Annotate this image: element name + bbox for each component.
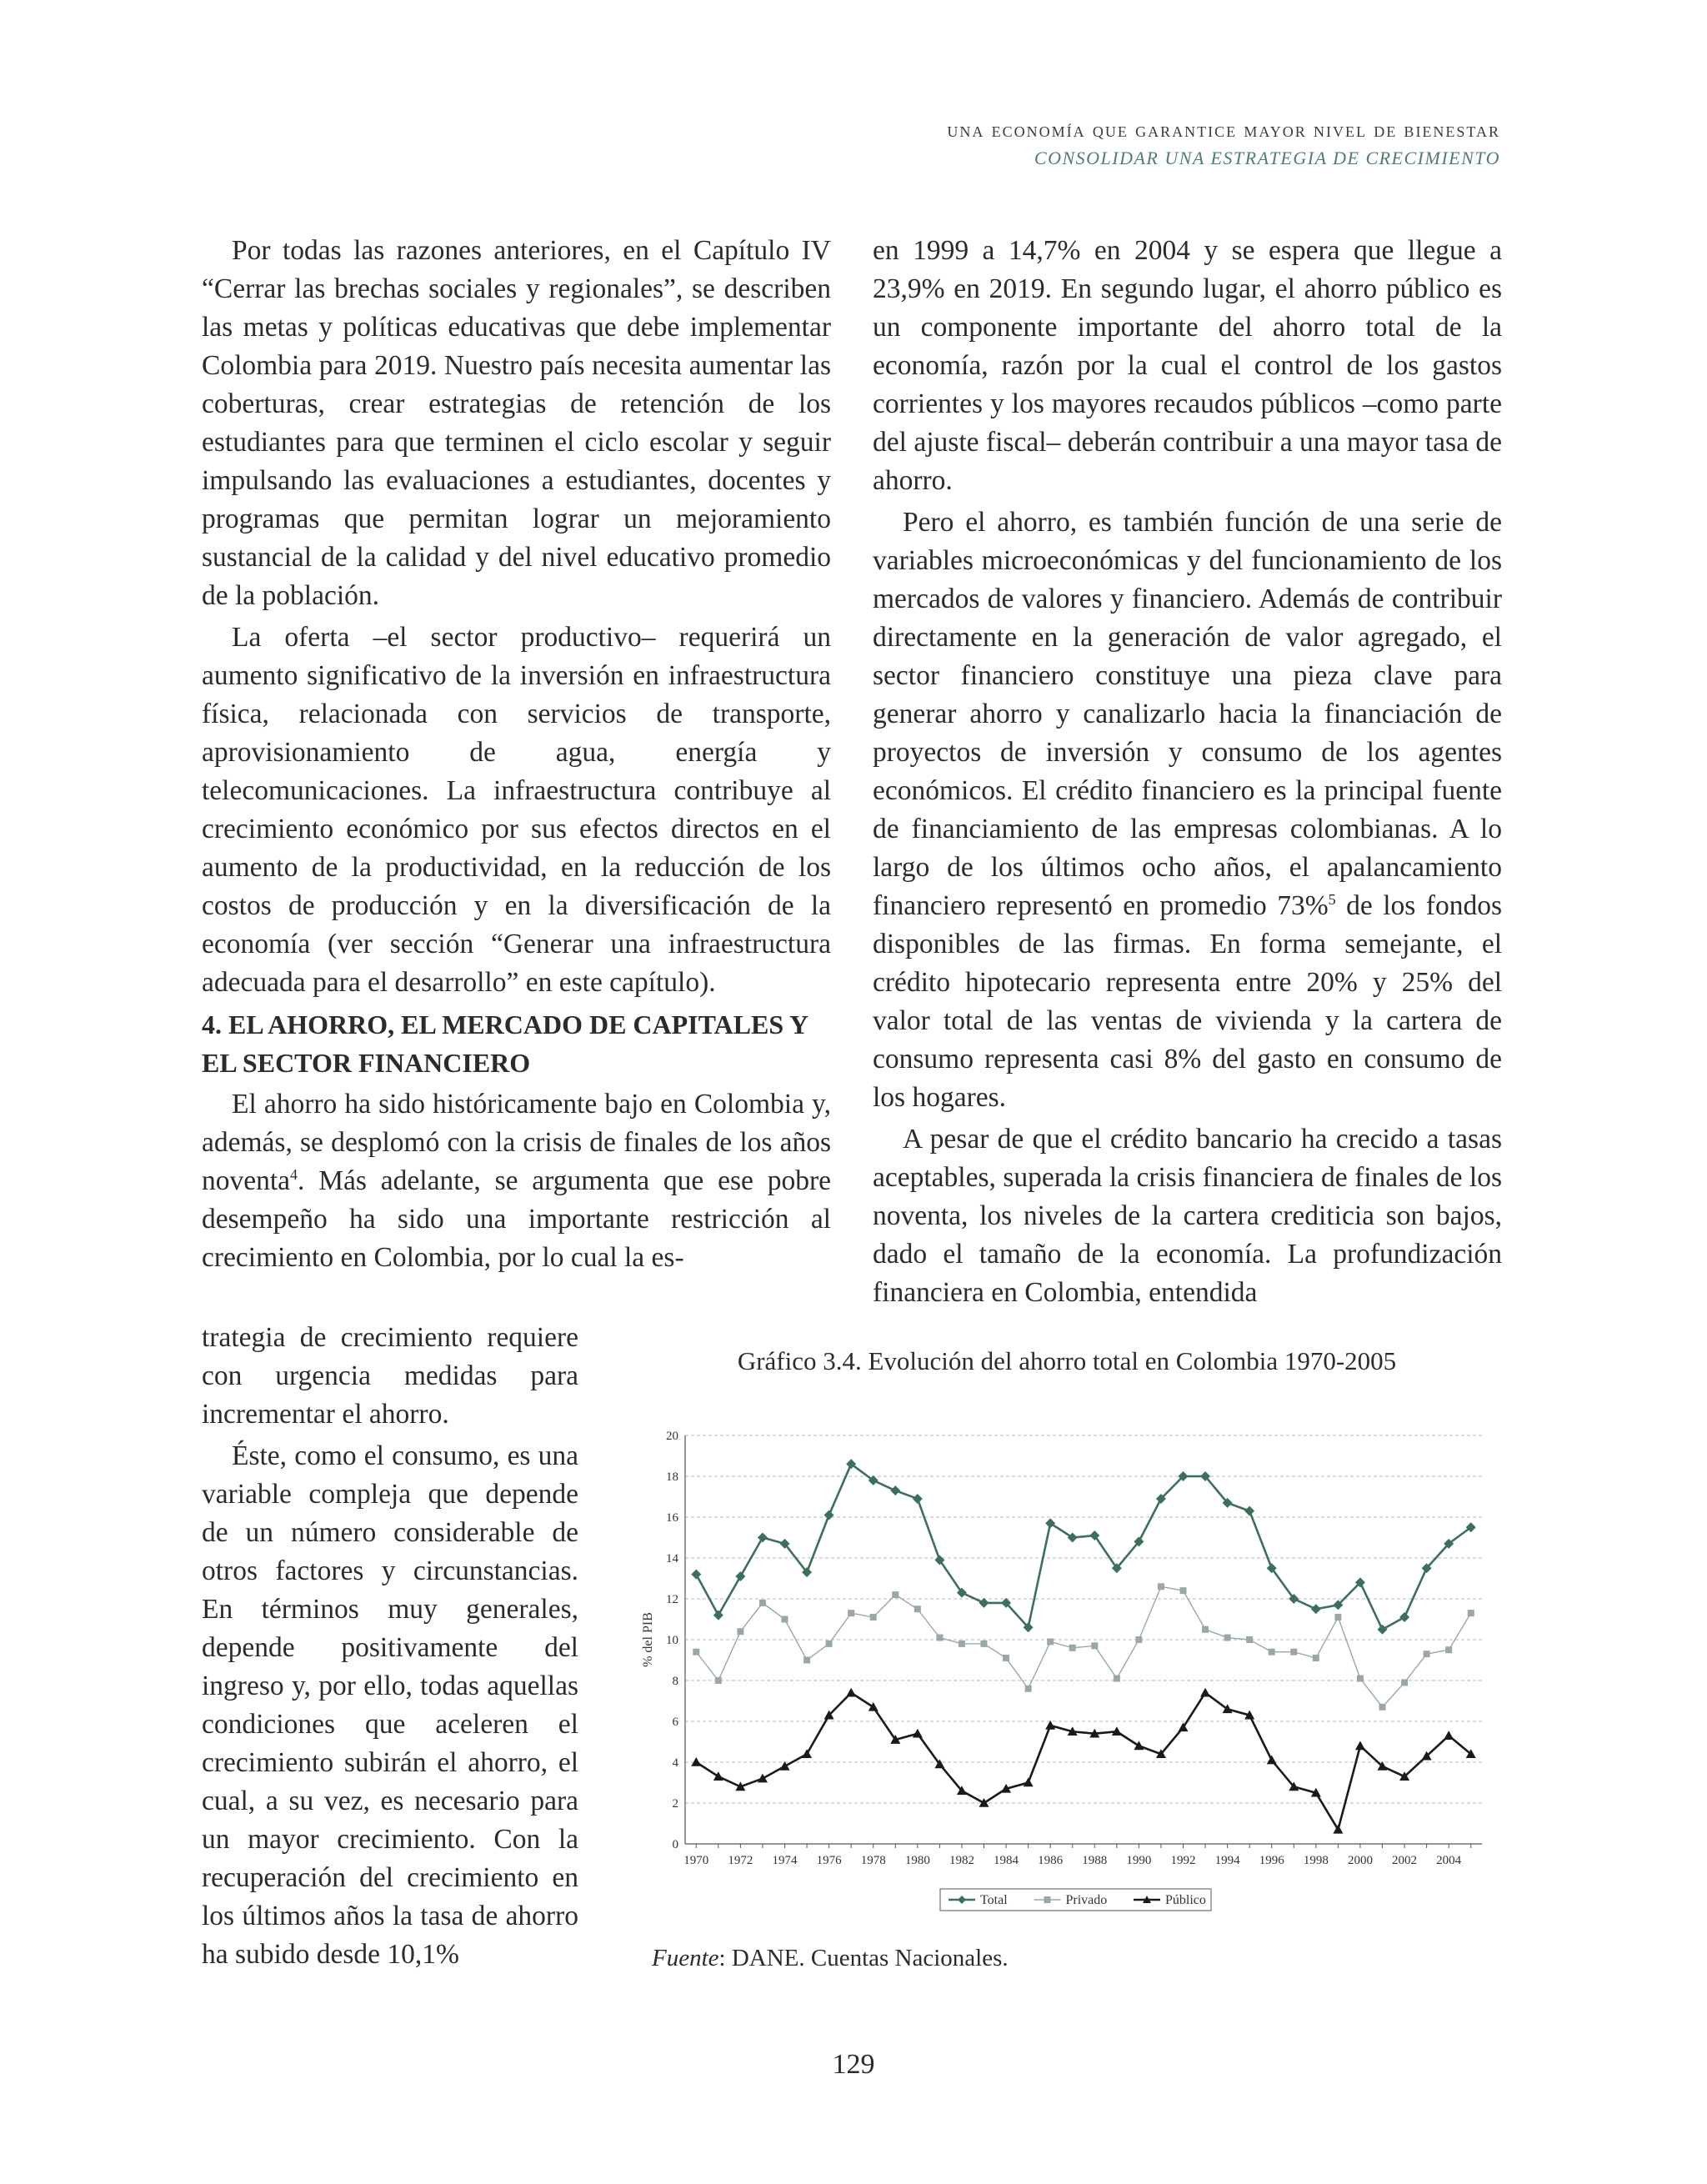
y-tick-label: 8 [672, 1675, 678, 1688]
series-line-privado [696, 1586, 1470, 1707]
source-label: Fuente [652, 1945, 719, 1971]
x-tick-label: 1972 [728, 1854, 753, 1867]
data-point [1444, 1731, 1454, 1740]
x-tick-label: 1990 [1126, 1854, 1152, 1867]
footnote-ref[interactable]: 4 [290, 1165, 298, 1183]
data-point [1202, 1626, 1209, 1633]
x-tick-label: 1978 [860, 1854, 886, 1867]
data-point [803, 1657, 810, 1664]
paragraph: A pesar de que el crédito bancario ha crecido a tasas aceptables, superada la crisis financiera de finales de los noventa, los niveles de la cartera crediticia son bajos, dado el tamaño de la economía. La profundización financiera en Colombia, entendida [873, 1124, 1502, 1308]
data-point [914, 1605, 921, 1612]
y-tick-label: 6 [672, 1716, 678, 1729]
data-point [1311, 1604, 1321, 1614]
data-point [780, 1761, 790, 1771]
x-tick-label: 2002 [1392, 1854, 1418, 1867]
data-point [1424, 1651, 1430, 1657]
data-point [870, 1614, 877, 1620]
running-head-subtitle: CONSOLIDAR UNA ESTRATEGIA DE CRECIMIENTO [1034, 148, 1500, 168]
data-point [758, 1774, 768, 1783]
x-tick-label: 2004 [1436, 1854, 1462, 1867]
data-point [758, 1533, 768, 1543]
data-point [1158, 1583, 1164, 1590]
x-tick-label: 1992 [1170, 1854, 1196, 1867]
data-point [1024, 1778, 1034, 1787]
paragraph: trategia de crecimiento requiere con urgencia medidas para incrementar el ahorro. [202, 1322, 578, 1430]
data-point [1468, 1610, 1474, 1616]
y-axis-title: % del PIB [641, 1612, 655, 1667]
data-point [1135, 1636, 1142, 1643]
x-tick-label: 2000 [1347, 1854, 1373, 1867]
data-point [1313, 1655, 1319, 1661]
data-point [1114, 1676, 1120, 1682]
series-line-público [696, 1693, 1470, 1830]
y-tick-label: 10 [666, 1634, 678, 1647]
chart-svg [633, 1417, 1509, 1934]
y-tick-label: 16 [666, 1511, 678, 1525]
data-point [959, 1641, 965, 1647]
data-point [890, 1485, 900, 1495]
series-line-total [696, 1464, 1470, 1629]
data-point [1069, 1645, 1076, 1651]
paragraph [202, 1085, 831, 1277]
figure-caption: Gráfico 3.4. Evolución del ahorro total en Colombia 1970-2005 [737, 1346, 1397, 1375]
x-tick-label: 1998 [1303, 1854, 1329, 1867]
x-tick-label: 1996 [1259, 1854, 1284, 1867]
data-point [1091, 1642, 1098, 1649]
data-point [713, 1771, 723, 1781]
source-text: : DANE. Cuentas Nacionales. [718, 1945, 1009, 1971]
savings-chart [633, 1417, 1509, 1934]
data-point [1334, 1614, 1341, 1620]
data-point [892, 1591, 899, 1598]
x-tick-label: 1994 [1214, 1854, 1240, 1867]
data-point [1025, 1686, 1032, 1692]
x-tick-label: 1986 [1038, 1854, 1064, 1867]
y-tick-label: 18 [666, 1470, 678, 1484]
data-point [1290, 1649, 1297, 1656]
x-tick-label: 1970 [683, 1854, 709, 1867]
data-point [1399, 1612, 1409, 1622]
legend-label: Total [980, 1893, 1008, 1907]
data-point [802, 1749, 812, 1758]
y-tick-label: 2 [672, 1797, 678, 1811]
data-point [1244, 1506, 1254, 1516]
data-point [782, 1616, 788, 1623]
data-point [713, 1610, 723, 1620]
running-head-title: una economía que garantice mayor nivel de bienestar [947, 119, 1500, 142]
data-point [1045, 1721, 1055, 1730]
data-point [981, 1641, 988, 1647]
legend-label: Privado [1065, 1893, 1108, 1907]
data-point [715, 1677, 722, 1684]
data-point [1246, 1636, 1253, 1643]
paragraph: Éste, como el consumo, es una variable compleja que depende de un número considerable de otros factores y circunstancias. En términos muy generales, depende positivamente del ingreso y, por ello, todas aquellas condiciones que aceleren el crecimiento subirán el ahorro, el cual, a su vez, es necesario para un mayor crecimiento. Con la recuperación del crecimiento en los últimos años la tasa de ahorro ha subido desde 10,1% [202, 1440, 578, 1970]
data-point [691, 1570, 701, 1580]
data-point [913, 1729, 923, 1738]
data-point [1224, 1635, 1231, 1641]
data-point [735, 1571, 745, 1581]
data-point [824, 1510, 834, 1520]
right-column [873, 232, 1502, 1312]
footnote-ref[interactable]: 5 [1328, 890, 1336, 908]
y-tick-label: 0 [672, 1838, 678, 1851]
data-point [693, 1649, 699, 1656]
paragraph: La oferta –el sector productivo– requerirá un aumento significativo de la inversión en infraestructura física, relacionada con servicios de transporte, aprovisionamiento de agua, energía y telecomunicaciones. La infraestructura contribuye al crecimiento económico por sus efectos directos en el aumento de la productividad, en la reducción de los costos de producción y en la diversificación de la economía (ver sección “Generar una infraestructura adecuada para el desarrollo” en este capítulo). [202, 622, 831, 998]
x-tick-label: 1984 [994, 1854, 1019, 1867]
y-tick-label: 4 [672, 1756, 678, 1770]
paragraph-text: Pero el ahorro, es también función de una serie de variables microeconómicas y del funcionamiento de los mercados de valores y financiero. Además de contribuir directamente en la generación de valor agregado, el sector financiero constituye una pieza clave para generar ahorro y canalizarlo hacia la financiación de proyectos de inversión y consumo de los agentes económicos. El crédito financiero es la principal fuente de financiamiento de las empresas colombianas. A lo largo de los últimos ocho años, el apalancamiento financiero representó en promedio 73% [873, 507, 1502, 921]
y-tick-label: 12 [666, 1593, 678, 1606]
data-point [1355, 1741, 1365, 1750]
data-point [691, 1757, 701, 1766]
data-point [1180, 1587, 1187, 1594]
data-point [1267, 1756, 1277, 1765]
data-point [846, 1688, 856, 1697]
data-point [826, 1641, 833, 1647]
x-tick-label: 1980 [904, 1854, 930, 1867]
data-point [1333, 1825, 1343, 1834]
data-point [869, 1702, 879, 1711]
paragraph-text: de los fondos disponibles de las firmas. En forma semejante, el crédito hipotecario representa entre 20% y 25% del valor total de las ventas de vivienda y la cartera de consumo representa casi 8% del gasto en consumo de los hogares. [873, 890, 1502, 1113]
paragraph: en 1999 a 14,7% en 2004 y se espera que llegue a 23,9% en 2019. En segundo lugar, el ahorro público es un componente importante del ahorro total de la economía, razón por la cual el control de los gastos corrientes y los mayores recaudos públicos –como parte del ajuste fiscal– deberán contribuir a una mayor tasa de ahorro. [873, 235, 1502, 496]
data-point [1003, 1655, 1009, 1661]
data-point [1378, 1625, 1388, 1635]
y-tick-label: 20 [666, 1430, 678, 1443]
x-tick-label: 1976 [816, 1854, 842, 1867]
left-column-narrow [202, 1319, 578, 1974]
running-head [947, 119, 1500, 169]
paragraph [873, 503, 1502, 1117]
data-point [1445, 1646, 1452, 1653]
data-point [913, 1494, 923, 1504]
data-point [848, 1610, 854, 1616]
section-heading: 4. EL AHORRO, EL MERCADO DE CAPITALES Y EL SECTOR FINANCIERO [202, 1009, 808, 1078]
data-point [737, 1628, 743, 1635]
x-tick-label: 1988 [1082, 1854, 1108, 1867]
legend-label: Público [1165, 1893, 1206, 1907]
data-point [1047, 1638, 1054, 1645]
data-point [979, 1798, 989, 1807]
data-point [1269, 1649, 1275, 1656]
x-tick-label: 1974 [772, 1854, 798, 1867]
data-point [1200, 1688, 1210, 1697]
data-point [759, 1600, 766, 1606]
data-point [1357, 1676, 1364, 1682]
data-point [1134, 1741, 1144, 1750]
data-point [979, 1598, 989, 1608]
data-point [1401, 1679, 1408, 1686]
paragraph: Por todas las razones anteriores, en el Capítulo IV “Cerrar las brechas sociales y regionales”, se describen las metas y políticas educativas que debe implementar Colombia para 2019. Nuestro país necesita aumentar las coberturas, crear estrategias de retención de los estudiantes para que terminen el ciclo escolar y seguir impulsando las evaluaciones a estudiantes, docentes y programas que permitan lograr un mejoramiento sustancial de la calidad y del nivel educativo promedio de la población. [202, 235, 831, 611]
left-column [202, 232, 831, 1277]
legend-swatch-marker [1044, 1896, 1051, 1903]
data-point [936, 1635, 943, 1641]
page-number: 129 [832, 2049, 875, 2080]
data-point [1379, 1704, 1386, 1711]
x-tick-label: 1982 [949, 1854, 974, 1867]
paragraph-text: . Más adelante, se argumenta que ese pobre desempeño ha sido una importante restricción al crecimiento en Colombia, por lo cual la es- [202, 1165, 831, 1273]
figure-source [652, 1945, 1009, 1972]
y-tick-label: 14 [666, 1552, 678, 1565]
paragraph-text: El ahorro ha sido históricamente bajo en Colombia y, además, se desplomó con la crisis de finales de los años noventa [202, 1089, 831, 1196]
